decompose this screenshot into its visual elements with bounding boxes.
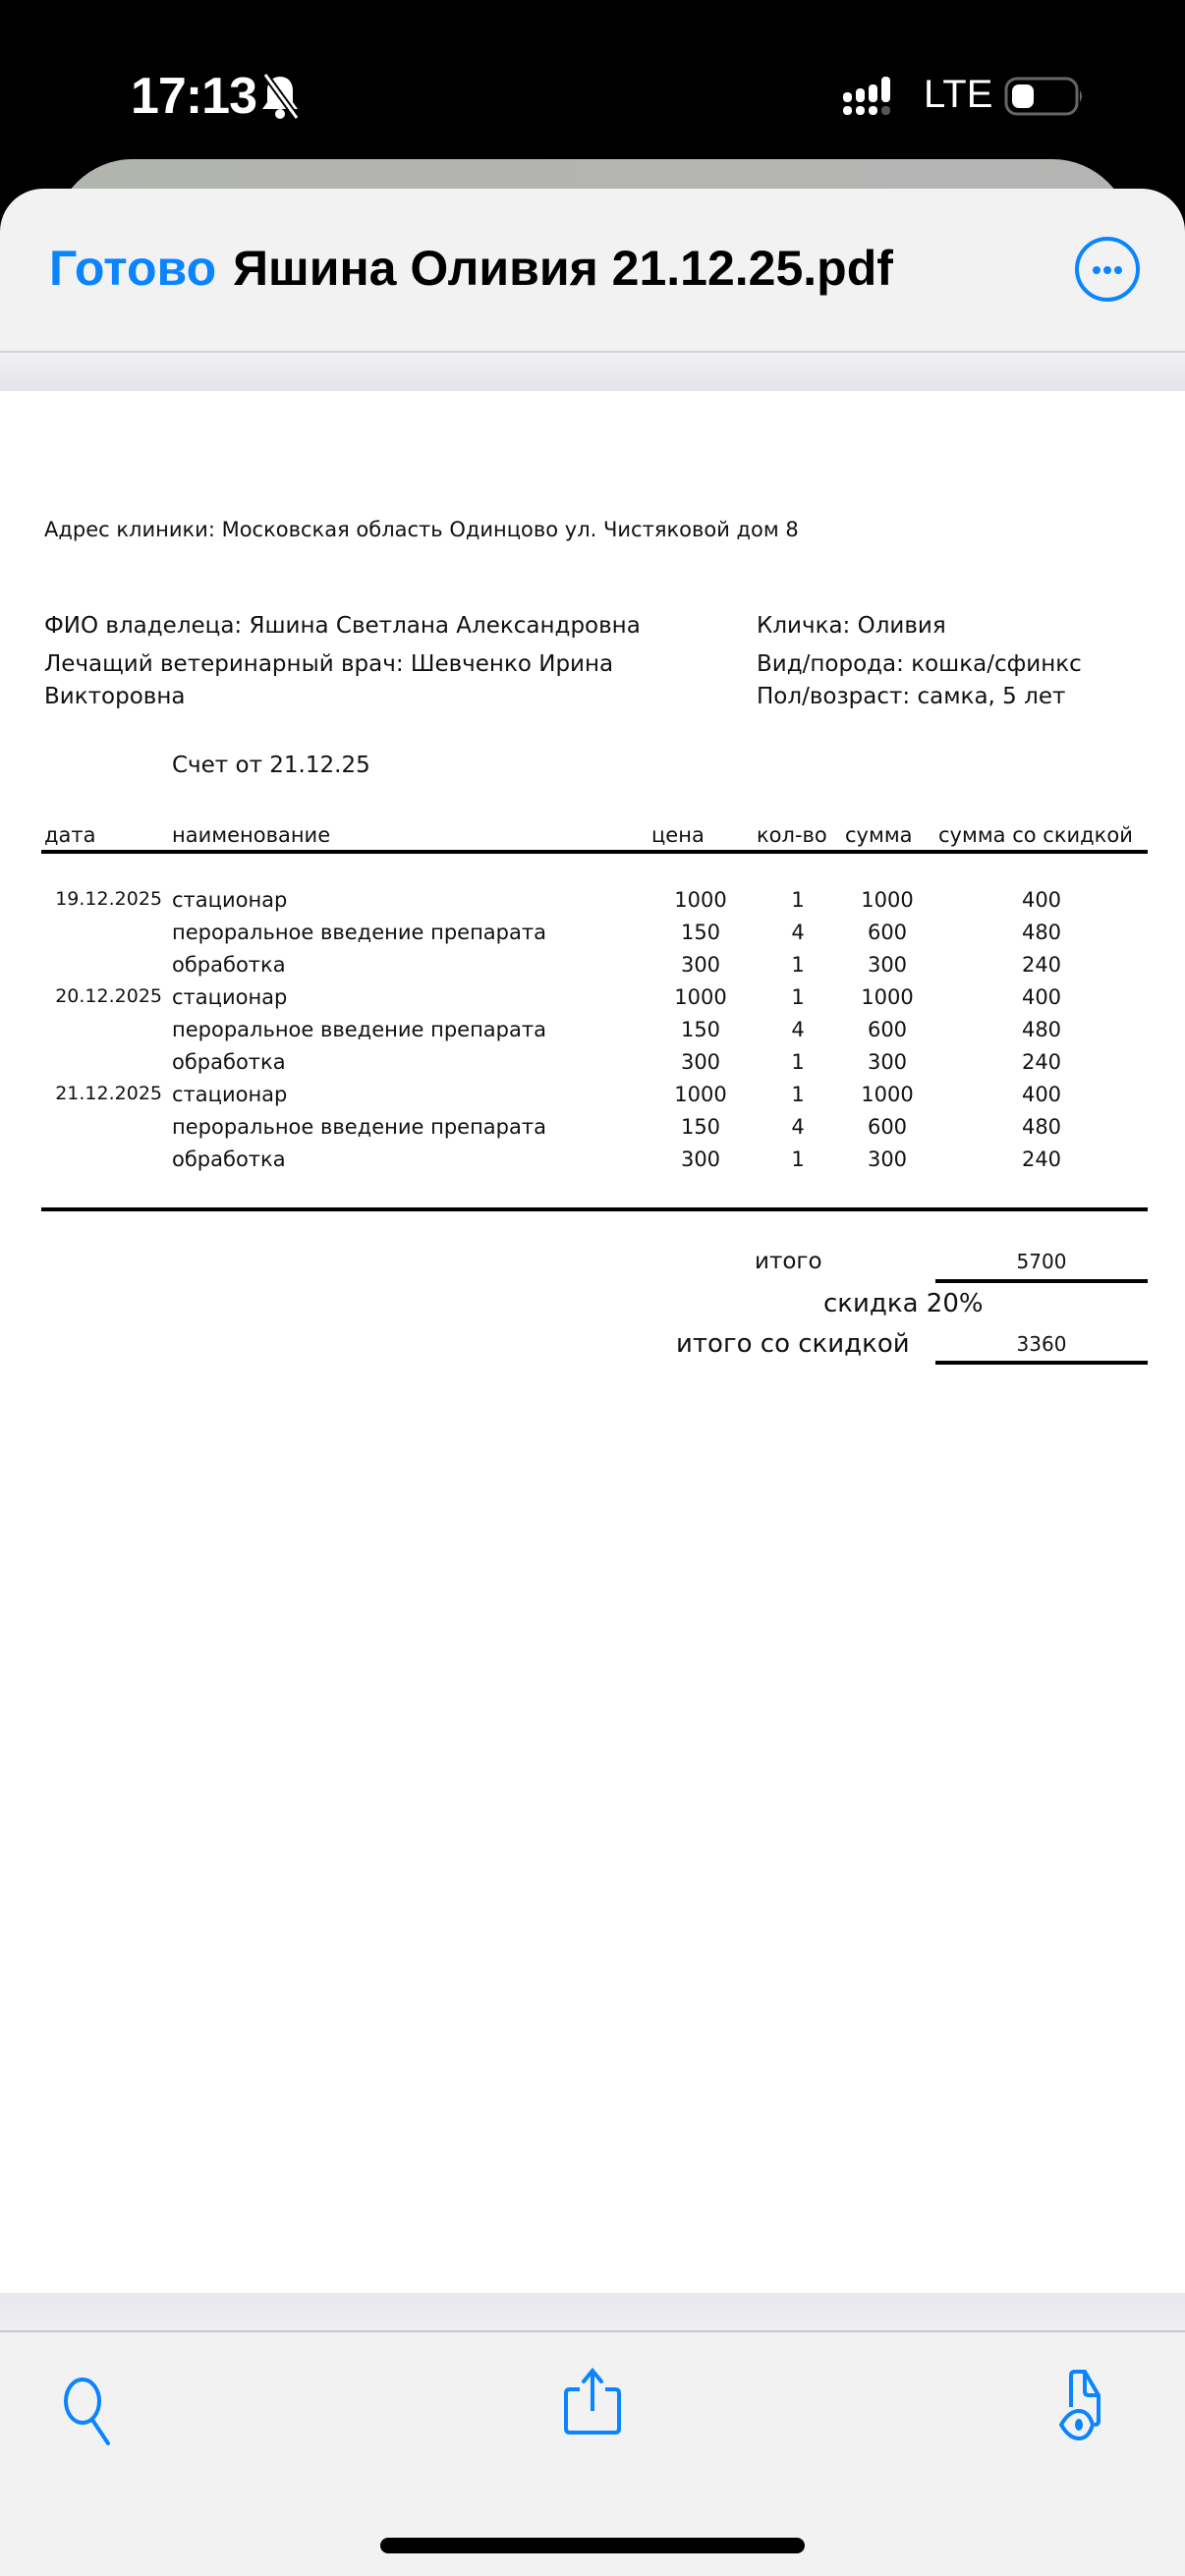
row-discount-sum: 240 [1021, 1148, 1062, 1171]
ellipsis-circle-icon[interactable] [1075, 237, 1140, 302]
row-name: пероральное введение препарата [172, 1018, 546, 1041]
row-date: 20.12.2025 [55, 985, 162, 1007]
row-sum: 300 [867, 953, 908, 977]
header-rule [41, 850, 1148, 854]
row-sum: 600 [867, 1018, 908, 1041]
doctor-name: Лечащий ветеринарный врач: Шевченко Ирина [44, 651, 614, 677]
page-gap-bottom [0, 2293, 1185, 2330]
row-sum: 1000 [861, 1083, 914, 1106]
row-qty: 4 [791, 921, 805, 944]
pet-species: Вид/порода: кошка/сфинкс [757, 651, 1082, 677]
document-eye-icon[interactable] [1059, 2368, 1126, 2444]
row-price: 300 [680, 953, 721, 977]
row-name: стационар [172, 1083, 288, 1106]
network-type: LTE [924, 73, 993, 116]
share-icon[interactable] [560, 2368, 625, 2436]
discounted-total-underline [935, 1361, 1148, 1365]
row-price: 1000 [674, 888, 727, 912]
header-discount-sum: сумма со скидкой [938, 823, 1133, 847]
total-value: 5700 [1016, 1250, 1067, 1273]
row-qty: 1 [791, 888, 805, 912]
table-bottom-rule [41, 1207, 1148, 1211]
row-price: 300 [680, 1050, 721, 1074]
row-discount-sum: 400 [1021, 888, 1062, 912]
row-discount-sum: 240 [1021, 953, 1062, 977]
row-sum: 300 [867, 1148, 908, 1171]
pdf-page[interactable] [0, 391, 1185, 2293]
row-sum: 1000 [861, 985, 914, 1009]
row-price: 150 [680, 1115, 721, 1139]
row-price: 150 [680, 921, 721, 944]
row-sum: 600 [867, 1115, 908, 1139]
row-discount-sum: 480 [1021, 1115, 1062, 1139]
row-qty: 1 [791, 1148, 805, 1171]
row-price: 150 [680, 1018, 721, 1041]
row-qty: 1 [791, 953, 805, 977]
status-time: 17:13 [131, 68, 256, 125]
row-discount-sum: 480 [1021, 1018, 1062, 1041]
row-discount-sum: 400 [1021, 1083, 1062, 1106]
document-title: Яшина Оливия 21.12.25.pdf [233, 241, 893, 296]
pet-name: Кличка: Оливия [757, 613, 946, 639]
discount-label: скидка 20% [823, 1289, 984, 1318]
row-discount-sum: 240 [1021, 1050, 1062, 1074]
row-price: 300 [680, 1148, 721, 1171]
row-name: стационар [172, 888, 288, 912]
row-date: 21.12.2025 [55, 1083, 162, 1104]
owner-name: ФИО владелеца: Яшина Светлана Александровна [44, 613, 641, 639]
discounted-total-label: итого со скидкой [676, 1329, 910, 1359]
header-qty: кол-во [757, 823, 827, 847]
signal-icon [843, 77, 902, 118]
header-name: наименование [172, 823, 331, 847]
row-name: обработка [172, 1148, 286, 1171]
row-qty: 1 [791, 1083, 805, 1106]
status-bar [0, 0, 1185, 167]
row-name: обработка [172, 1050, 286, 1074]
row-qty: 1 [791, 1050, 805, 1074]
row-price: 1000 [674, 985, 727, 1009]
home-indicator[interactable] [380, 2538, 805, 2553]
row-qty: 4 [791, 1018, 805, 1041]
doctor-name-cont: Викторовна [44, 684, 186, 709]
page-gap [0, 353, 1185, 392]
row-date: 19.12.2025 [55, 888, 162, 910]
header-price: цена [651, 823, 705, 847]
done-button[interactable]: Готово [49, 241, 217, 296]
row-sum: 300 [867, 1050, 908, 1074]
row-sum: 1000 [861, 888, 914, 912]
header-date: дата [44, 823, 96, 847]
row-name: пероральное введение препарата [172, 1115, 546, 1139]
clinic-address: Адрес клиники: Московская область Одинцово ул. Чистяковой дом 8 [44, 518, 799, 541]
row-qty: 1 [791, 985, 805, 1009]
total-underline [935, 1279, 1148, 1283]
invoice-title: Счет от 21.12.25 [172, 753, 370, 778]
row-price: 1000 [674, 1083, 727, 1106]
total-label: итого [755, 1249, 822, 1274]
row-discount-sum: 400 [1021, 985, 1062, 1009]
battery-icon [1004, 77, 1085, 116]
row-name: обработка [172, 953, 286, 977]
header-sum: сумма [845, 823, 913, 847]
row-sum: 600 [867, 921, 908, 944]
row-qty: 4 [791, 1115, 805, 1139]
row-name: стационар [172, 985, 288, 1009]
bell-slash-icon [257, 71, 303, 122]
search-icon[interactable] [57, 2373, 124, 2449]
discounted-total-value: 3360 [1016, 1332, 1067, 1356]
row-discount-sum: 480 [1021, 921, 1062, 944]
row-name: пероральное введение препарата [172, 921, 546, 944]
pet-sex-age: Пол/возраст: самка, 5 лет [757, 684, 1066, 709]
